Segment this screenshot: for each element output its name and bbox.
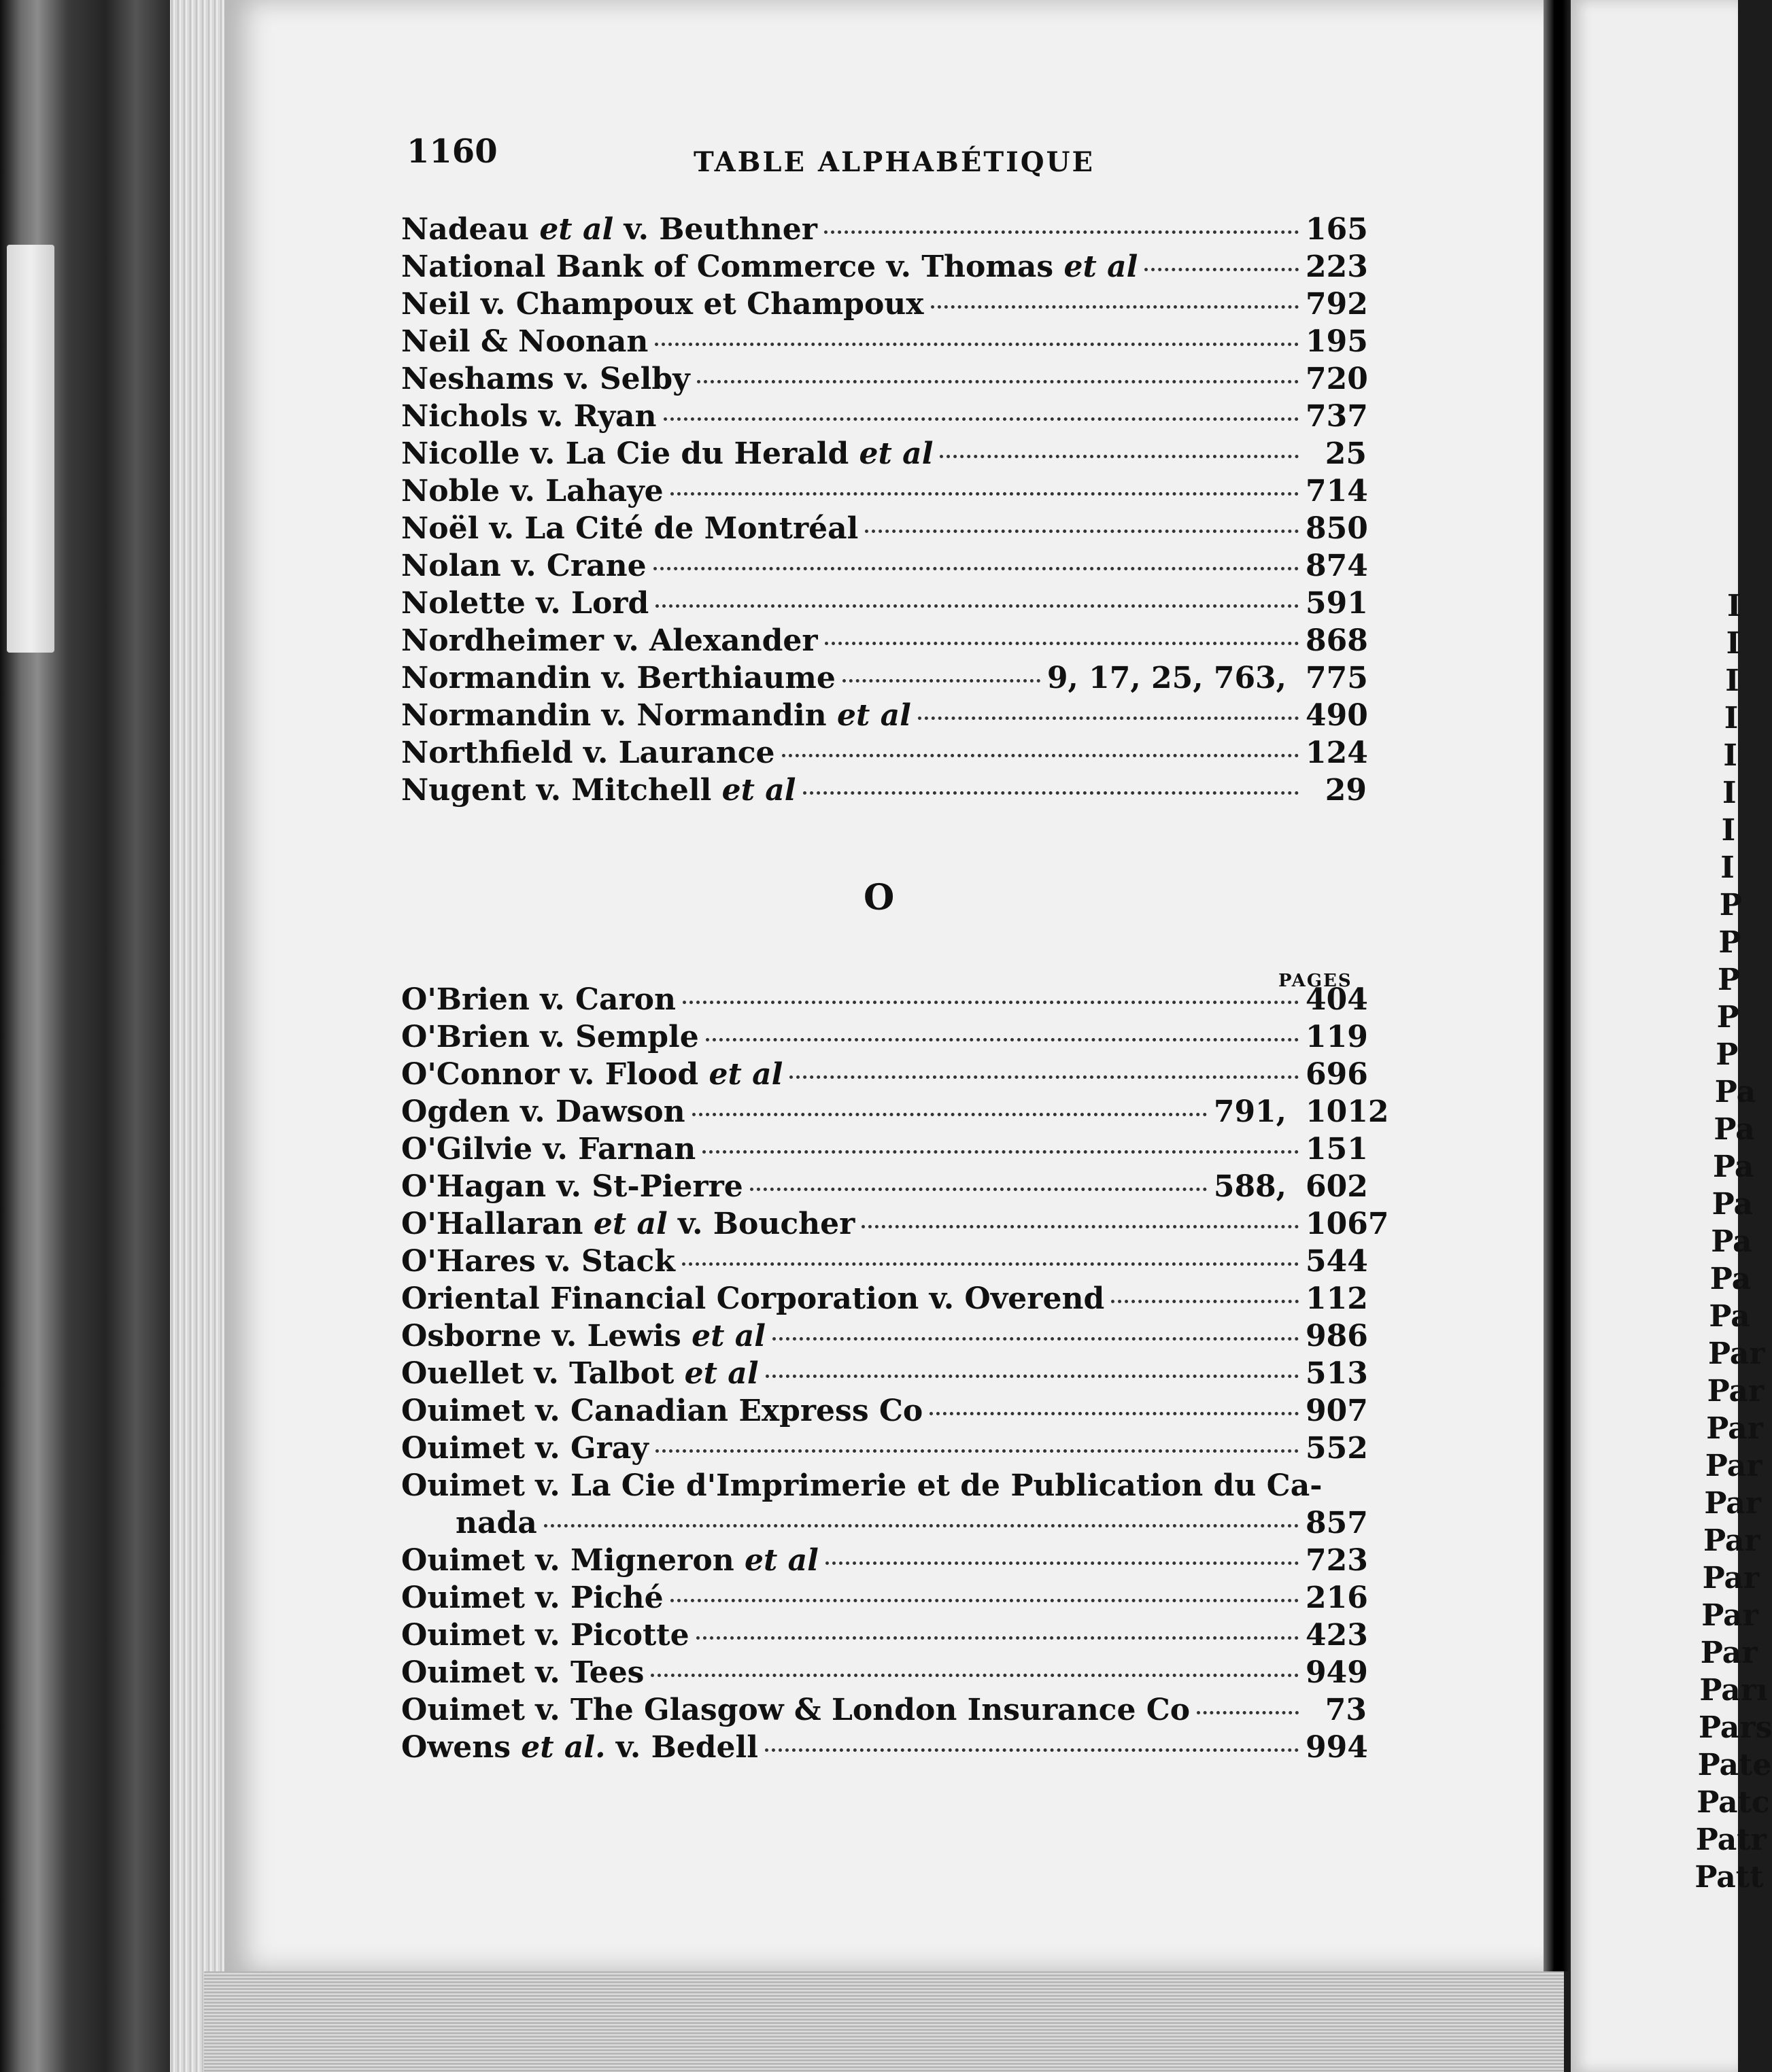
- entry-title: Ouellet v. Talbot et al: [401, 1356, 759, 1391]
- running-title: TABLE ALPHABÉTIQUE: [694, 146, 1095, 178]
- facing-page-fragment: Pa: [1709, 1299, 1750, 1334]
- facing-page-fragment: P: [1716, 1000, 1739, 1035]
- dot-leader: [750, 1188, 1207, 1191]
- index-entry: [401, 1394, 1367, 1431]
- entry-page-number: 792: [1306, 287, 1368, 322]
- dot-leader: [664, 417, 1299, 421]
- facing-page-fragment: Pa: [1713, 1150, 1754, 1184]
- index-entry: [401, 1356, 1367, 1394]
- facing-page-fragment: I: [1725, 663, 1739, 698]
- dot-leader: [930, 1412, 1299, 1415]
- dot-leader: [1197, 1711, 1299, 1714]
- dot-leader: [782, 754, 1299, 757]
- index-entry: [401, 1020, 1367, 1057]
- entry-title: Nadeau et al v. Beuthner: [401, 212, 817, 247]
- spine-label: [7, 245, 54, 653]
- index-entry: [401, 586, 1367, 623]
- entry-page-number: 986: [1306, 1319, 1368, 1353]
- entry-page-number: 949: [1306, 1655, 1368, 1690]
- facing-page-fragment: Pa: [1714, 1112, 1755, 1147]
- entry-title: Ouimet v. Tees: [401, 1655, 645, 1690]
- index-entry: [401, 1094, 1389, 1132]
- index-entry: [401, 1543, 1367, 1581]
- dot-leader: [655, 343, 1299, 346]
- page-number: 1160: [407, 133, 498, 171]
- entry-page-number: 1067: [1306, 1207, 1389, 1241]
- facing-page-fragment: Pars: [1699, 1710, 1772, 1745]
- section-n-list: [401, 212, 1367, 810]
- index-entry: [401, 1655, 1367, 1693]
- index-entry: [401, 982, 1367, 1020]
- index-entry: [401, 1319, 1367, 1356]
- entry-title: Ouimet v. Migneron et al: [401, 1543, 819, 1578]
- index-entry: [401, 1581, 1367, 1618]
- facing-page-fragment: Pa: [1711, 1187, 1754, 1222]
- index-entry: [401, 324, 1367, 362]
- facing-page-fragment: Par: [1702, 1561, 1760, 1595]
- facing-page-fragment: P: [1718, 963, 1741, 997]
- dot-leader: [682, 1262, 1299, 1266]
- entry-page-number: 907: [1306, 1394, 1368, 1428]
- index-entry: [401, 1169, 1367, 1207]
- entry-title: Normandin v. Berthiaume: [401, 661, 836, 695]
- facing-page-fragment: Parı: [1699, 1673, 1768, 1708]
- entry-page-number: 775: [1306, 661, 1368, 695]
- entry-page-number: 737: [1306, 399, 1368, 434]
- facing-page-fragment: P: [1719, 888, 1742, 922]
- dot-leader: [865, 530, 1299, 533]
- entry-page-number: 29: [1325, 773, 1367, 808]
- index-entry: [401, 287, 1367, 324]
- entry-title: O'Hares v. Stack: [401, 1244, 675, 1279]
- index-entry: [401, 249, 1367, 287]
- entry-page-number: 544: [1306, 1244, 1368, 1279]
- entry-page-number: 994: [1306, 1730, 1368, 1765]
- facing-page-fragment: I: [1721, 813, 1736, 848]
- index-entry: [401, 549, 1367, 586]
- dot-leader: [918, 716, 1299, 720]
- facing-page-fragment: Par: [1706, 1411, 1763, 1446]
- dot-leader: [803, 791, 1299, 795]
- entry-page-number: 874: [1306, 549, 1368, 583]
- entry-title: Nugent v. Mitchell et al: [401, 773, 796, 808]
- entry-title: Nolette v. Lord: [401, 586, 649, 621]
- entry-page-number: 602: [1306, 1169, 1368, 1204]
- entry-title: Ouimet v. Piché: [401, 1581, 664, 1615]
- dot-leader: [670, 1599, 1299, 1602]
- index-entry: [401, 362, 1367, 399]
- facing-page-fragment: Pa: [1711, 1224, 1752, 1259]
- entry-page-number: 723: [1306, 1543, 1368, 1578]
- index-entry: [401, 436, 1367, 474]
- entry-title: Nicolle v. La Cie du Herald et al: [401, 436, 934, 471]
- dot-leader: [842, 679, 1040, 683]
- dot-leader: [655, 1449, 1299, 1453]
- entry-title: National Bank of Commerce v. Thomas et al: [401, 249, 1138, 284]
- entry-title: O'Gilvie v. Farnan: [401, 1132, 696, 1167]
- dot-leader: [940, 455, 1299, 458]
- dot-leader: [824, 230, 1299, 234]
- facing-page: [1571, 0, 1772, 2072]
- entry-page-number: 223: [1306, 249, 1368, 284]
- dot-leader: [825, 1561, 1299, 1565]
- entry-page-number: 151: [1306, 1132, 1368, 1167]
- index-entry: [401, 474, 1367, 511]
- entry-page-number: 1012: [1306, 1094, 1389, 1129]
- dot-leader: [670, 492, 1299, 496]
- entry-page-number: 73: [1325, 1693, 1367, 1727]
- entry-page-number: 165: [1306, 212, 1368, 247]
- index-entry: [401, 1693, 1367, 1730]
- facing-page-fragment: Patt: [1694, 1860, 1764, 1895]
- dot-leader: [931, 305, 1299, 309]
- dot-leader: [692, 1113, 1207, 1116]
- facing-page-fragment: I: [1727, 589, 1741, 623]
- entry-title: Normandin v. Normandin et al: [401, 698, 911, 733]
- index-entry: [401, 623, 1367, 661]
- facing-page-fragment: P: [1716, 1037, 1739, 1072]
- dot-leader: [772, 1337, 1299, 1341]
- facing-page-fragment: I: [1724, 701, 1739, 736]
- entry-title: O'Hallaran et al v. Boucher: [401, 1207, 855, 1241]
- entry-title: Neil & Noonan: [401, 324, 649, 359]
- entry-title: Ouimet v. The Glasgow & London Insurance Co: [401, 1693, 1191, 1727]
- facing-page-fragment: Par: [1707, 1374, 1765, 1409]
- entry-title: Ogden v. Dawson: [401, 1094, 685, 1129]
- entry-page-number: 216: [1306, 1581, 1368, 1615]
- entry-page-number: 591: [1306, 586, 1368, 621]
- entry-additional-pages: 9, 17, 25, 763,: [1046, 661, 1287, 695]
- entry-page-number: 857: [1306, 1506, 1368, 1540]
- entry-title: O'Brien v. Semple: [401, 1020, 699, 1054]
- entry-title: Osborne v. Lewis et al: [401, 1319, 766, 1353]
- entry-page-number: 404: [1306, 982, 1368, 1017]
- entry-title: Ouimet v. La Cie d'Imprimerie et de Publication du Ca-: [401, 1468, 1323, 1503]
- dot-leader: [1144, 268, 1299, 271]
- entry-title: Ouimet v. Picotte: [401, 1618, 689, 1653]
- index-entry: [401, 1132, 1367, 1169]
- dot-leader: [766, 1375, 1299, 1378]
- entry-additional-pages: 588,: [1213, 1169, 1287, 1204]
- entry-title: Nichols v. Ryan: [401, 399, 657, 434]
- entry-page-number: 552: [1306, 1431, 1368, 1466]
- dot-leader: [683, 1001, 1299, 1004]
- entry-title: Ouimet v. Canadian Express Co: [401, 1394, 923, 1428]
- entry-title: Nolan v. Crane: [401, 549, 647, 583]
- entry-title: Noble v. Lahaye: [401, 474, 664, 508]
- index-entry: [401, 773, 1367, 810]
- facing-page-fragment: Par: [1708, 1336, 1765, 1371]
- entry-title: Northfield v. Laurance: [401, 736, 775, 770]
- entry-page-number: 696: [1306, 1057, 1368, 1092]
- entry-page-number: 868: [1306, 623, 1368, 658]
- facing-page-fragment: Pate: [1697, 1748, 1772, 1782]
- pages-column-heading: PAGES: [1278, 971, 1352, 991]
- dot-leader: [825, 642, 1299, 645]
- dot-leader: [706, 1038, 1299, 1041]
- facing-page-fragment: I: [1720, 850, 1735, 885]
- entry-page-number: 423: [1306, 1618, 1368, 1653]
- entry-title: Neil v. Champoux et Champoux: [401, 287, 924, 322]
- entry-page-number: 119: [1306, 1020, 1368, 1054]
- index-entry: [401, 1468, 1367, 1506]
- dot-leader: [651, 1674, 1299, 1677]
- entry-page-number: 124: [1306, 736, 1368, 770]
- dot-leader: [702, 1150, 1299, 1154]
- entry-title: Nordheimer v. Alexander: [401, 623, 818, 658]
- index-entry: [401, 1618, 1367, 1655]
- index-entry: [401, 511, 1367, 549]
- section-o-list: [401, 982, 1389, 1767]
- dot-leader: [697, 380, 1299, 383]
- facing-page-fragment: I: [1722, 776, 1737, 810]
- facing-page-fragment: Par: [1704, 1486, 1761, 1521]
- facing-page-fragment: Pa: [1709, 1262, 1752, 1296]
- entry-page-number: 850: [1306, 511, 1368, 546]
- facing-page-fragment: P: [1718, 925, 1741, 960]
- index-entry: [401, 698, 1367, 736]
- dot-leader: [544, 1524, 1299, 1527]
- facing-page-fragment: Par: [1705, 1449, 1762, 1483]
- entry-title: nada: [456, 1506, 537, 1540]
- dot-leader: [765, 1748, 1299, 1752]
- entry-title: Oriental Financial Corporation v. Overend: [401, 1281, 1105, 1316]
- index-entry: [401, 1207, 1389, 1244]
- entry-page-number: 714: [1306, 474, 1368, 508]
- dot-leader: [655, 604, 1299, 608]
- index-entry: [401, 1730, 1367, 1767]
- dot-leader: [653, 567, 1299, 570]
- entry-page-number: 25: [1325, 436, 1367, 471]
- dot-leader: [696, 1636, 1299, 1640]
- dot-leader: [1111, 1300, 1299, 1303]
- book-spine: [0, 0, 170, 2072]
- entry-page-number: 490: [1306, 698, 1368, 733]
- entry-title: Neshams v. Selby: [401, 362, 690, 396]
- entry-title: Ouimet v. Gray: [401, 1431, 649, 1466]
- entry-page-number: 513: [1306, 1356, 1368, 1391]
- book-gutter: [1544, 0, 1571, 1971]
- entry-page-number: 195: [1306, 324, 1368, 359]
- index-entry: [401, 1431, 1367, 1468]
- dot-leader: [789, 1075, 1299, 1079]
- index-entry: [401, 1057, 1367, 1094]
- facing-page-fragment: Patr: [1695, 1823, 1767, 1857]
- entry-page-number: 720: [1306, 362, 1368, 396]
- index-entry: [401, 736, 1367, 773]
- entry-title: O'Brien v. Caron: [401, 982, 677, 1017]
- facing-page-fragment: Pa: [1714, 1075, 1756, 1109]
- facing-page-fragment: I: [1726, 626, 1741, 661]
- facing-page-fragment: Par: [1700, 1636, 1758, 1670]
- page-header: [401, 133, 1380, 180]
- entry-title: O'Connor v. Flood et al: [401, 1057, 783, 1092]
- entry-title: Owens et al. v. Bedell: [401, 1730, 758, 1765]
- page-edges: [170, 0, 231, 2072]
- dot-leader: [862, 1225, 1299, 1228]
- index-entry: [401, 212, 1367, 249]
- entry-additional-pages: 791,: [1213, 1094, 1287, 1129]
- entry-title: Noël v. La Cité de Montréal: [401, 511, 859, 546]
- index-entry: [401, 661, 1367, 698]
- facing-page-fragment: Par: [1701, 1598, 1758, 1633]
- index-entry: [401, 1244, 1367, 1281]
- entry-title: O'Hagan v. St-Pierre: [401, 1169, 743, 1204]
- entry-page-number: 112: [1306, 1281, 1368, 1316]
- facing-page-fragment: Patc: [1697, 1785, 1770, 1820]
- section-letter-heading: O: [864, 877, 895, 918]
- facing-page-fragment: Par: [1703, 1523, 1760, 1558]
- index-entry: [401, 399, 1367, 436]
- facing-page-fragment: I: [1723, 738, 1737, 773]
- index-entry: [401, 1506, 1367, 1543]
- page-bottom-edges: [204, 1971, 1564, 2072]
- index-entry: [401, 1281, 1367, 1319]
